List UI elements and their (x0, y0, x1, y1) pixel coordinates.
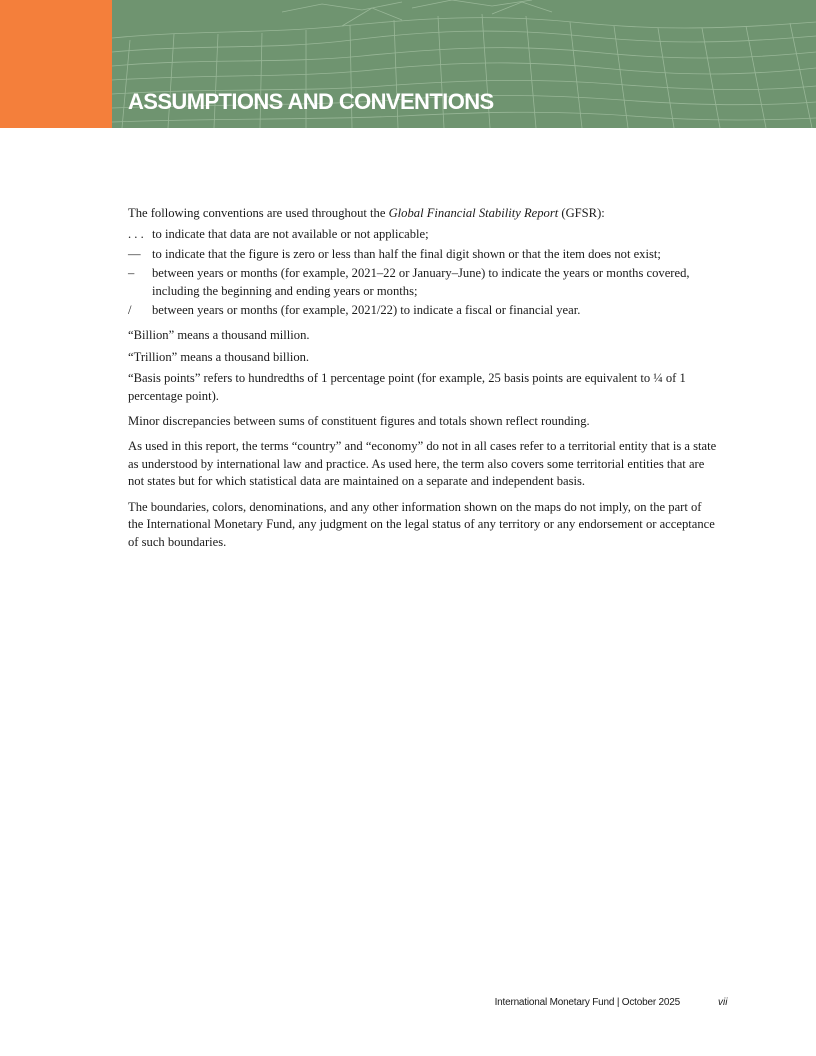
convention-symbol: . . . (128, 227, 144, 242)
intro-text-before: The following conventions are used throughout the (128, 206, 389, 220)
convention-symbol: — (128, 246, 141, 261)
definition-billion: “Billion” means a thousand million. (128, 328, 310, 343)
convention-item (128, 246, 720, 263)
maps-paragraph: The boundaries, colors, denominations, and any other information shown on the maps do not imply, on the part of the International Monetary Fund, any judgment on the legal status of any territory or any endorsement or acceptance of such boundaries. (128, 499, 715, 549)
footer-publisher-date: International Monetary Fund | October 2025 (494, 997, 680, 1008)
conventions-list (128, 226, 720, 319)
report-title: Global Financial Stability Report (388, 206, 559, 220)
convention-item (128, 226, 720, 243)
convention-description: to indicate that data are not available or not applicable; (152, 227, 429, 242)
convention-description: between years or months (for example, 2021/22) to indicate a fiscal or financial year. (152, 303, 581, 318)
definition-trillion: “Trillion” means a thousand billion. (128, 349, 310, 364)
rounding-paragraph: Minor discrepancies between sums of constituent figures and totals shown reflect rounding. (128, 414, 590, 429)
convention-description: between years or months (for example, 2021–22 or January–June) to indicate the years or months covered, including the beginning and ending years or months; (152, 266, 690, 298)
definition-basis-points: “Basis points” refers to hundredths of 1 percentage point (for example, 25 basis points are equivalent to ¼ of 1 percentage point). (128, 371, 686, 403)
convention-item (128, 265, 720, 300)
content-body (128, 205, 720, 551)
intro-text-after: (GFSR): (558, 206, 605, 220)
page-footer (0, 996, 816, 1012)
intro-paragraph (128, 205, 720, 222)
convention-item (128, 302, 720, 319)
convention-symbol: / (128, 303, 132, 318)
page-number: vii (718, 997, 728, 1008)
page-title: ASSUMPTIONS AND CONVENTIONS (128, 89, 494, 114)
convention-symbol: – (128, 266, 135, 281)
country-paragraph: As used in this report, the terms “country” and “economy” do not in all cases refer to a territorial entity that is a state as understood by international law and practice. As used here, the term also covers some territorial entities that are not states but for which statistical data are maintained on a separate and independent basis. (128, 439, 717, 489)
convention-description: to indicate that the figure is zero or less than half the final digit shown or that the item does not exist; (152, 246, 661, 261)
accent-block (0, 0, 112, 128)
